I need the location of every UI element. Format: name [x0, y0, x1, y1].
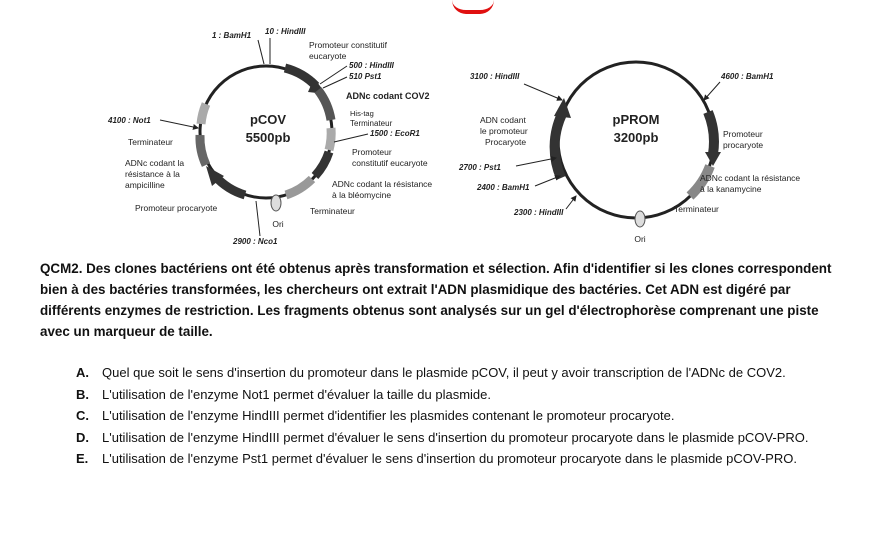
plasmid-maps [0, 0, 878, 260]
label-bleo-1: ADNc codant la résistance [332, 179, 433, 189]
label-prom-cons-2: constitutif eucaryote [352, 158, 428, 168]
label-hind3100: 3100 : HindIII [470, 72, 520, 81]
pcov-bleo-arc [286, 179, 312, 195]
label-pst2700: 2700 : Pst1 [459, 163, 501, 172]
label-adnc-2: le promoteur [480, 126, 528, 136]
pprom-ori [635, 211, 645, 227]
label-ecor1: 1500 : EcoR1 [370, 129, 420, 138]
label-pst510: 510 Pst1 [349, 72, 382, 81]
label-term-right: Terminateur [350, 119, 393, 128]
pcov-cons-promoter-arc [315, 152, 329, 176]
label-kan-1: ADNc codant la résistance [700, 173, 801, 183]
label-prom-1: Promoteur [723, 129, 763, 139]
option-text: Quel que soit le sens d'insertion du promoteur dans le plasmide pCOV, il peut y avoir transcription de l'ADNc de COV2. [102, 365, 786, 380]
option-a[interactable] [76, 364, 846, 382]
pcov-size: 5500pb [245, 130, 291, 145]
question-text: QCM2. Des clones bactériens ont été obtenus après transformation et sélection. Afin d'identifier si les clones correspondent bien à des bactéries transformées, les chercheurs ont extrait l'ADN plasmidique des bactéries. Cet ADN est digéré par différents enzymes de restriction. Les fragments obtenus sont analysés sur un gel d'électrophorèse comprenant une piste avec un marqueur de taille. [40, 261, 832, 339]
label-prom-proc: Promoteur procaryote [135, 203, 218, 213]
pprom-size: 3200pb [613, 130, 659, 145]
label-his-tag: His-tag [350, 109, 374, 118]
label-amp-3: ampicilline [125, 180, 165, 190]
option-text: L'utilisation de l'enzyme HindIII permet d'évaluer le sens d'insertion du promoteur procaryote dans le plasmide pCOV-PRO. [102, 429, 809, 445]
label-hind2300: 2300 : HindIII [514, 208, 564, 217]
label-prom-2: procaryote [723, 140, 764, 150]
pcov-ori [271, 195, 281, 211]
option-b[interactable] [76, 386, 846, 404]
option-letter: D. [76, 429, 89, 445]
label-adnc-1: ADN codant [480, 115, 526, 125]
option-letter: A. [76, 365, 89, 380]
pprom-promoter-proc-arc [708, 112, 714, 154]
option-text: L'utilisation de l'enzyme Not1 permet d'évaluer la taille du plasmide. [102, 386, 491, 402]
label-kan-2: à la kanamycine [700, 184, 762, 194]
pprom-name: pPROM [612, 112, 660, 127]
option-e[interactable] [76, 450, 846, 468]
option-letter: C. [76, 408, 89, 423]
label-not1: 4100 : Not1 [108, 116, 151, 125]
label-bamh1: 1 : BamH1 [212, 31, 252, 40]
option-letter: E. [76, 451, 89, 466]
pcov-map [107, 27, 432, 246]
label-nco1: 2900 : Nco1 [233, 237, 278, 246]
option-c[interactable] [76, 407, 846, 425]
pcov-euk-promoter-arc [285, 68, 316, 86]
option-letter: B. [76, 386, 89, 402]
label-bleo-2: à la bléomycine [332, 190, 392, 200]
label-prom-cons-1: Promoteur [352, 147, 392, 157]
pprom-map [458, 62, 800, 244]
label-adnc-cov2: ADNc codant COV2 [346, 91, 430, 101]
option-text: L'utilisation de l'enzyme Pst1 permet d'évaluer le sens d'insertion du promoteur procaryote dans le plasmide pCOV-PRO. [102, 451, 797, 466]
label-amp-1: ADNc codant la [125, 158, 185, 168]
label-hind10: 10 : HindIII [265, 27, 306, 36]
option-d[interactable] [76, 429, 846, 447]
option-text: L'utilisation de l'enzyme HindIII permet d'identifier les plasmides contenant le promoteur procaryote. [102, 408, 675, 423]
answer-options [76, 364, 846, 472]
label-adnc-3: Procaryote [485, 137, 527, 147]
label-pprom-term: Terminateur [674, 204, 719, 214]
label-amp-2: résistance à la [125, 169, 180, 179]
label-prom-euk-1: Promoteur constitutif [309, 40, 387, 50]
pcov-name: pCOV [249, 112, 287, 127]
label-bam4600: 4600 : BamH1 [721, 72, 774, 81]
label-pprom-ori: Ori [634, 234, 646, 244]
pcov-amp-arc [200, 135, 206, 165]
label-bam2400: 2400 : BamH1 [477, 183, 530, 192]
pcov-term-arc [329, 128, 331, 150]
label-ori: Ori [272, 219, 284, 229]
label-term-bottom: Terminateur [310, 206, 355, 216]
pprom-promoter-insert-arc [555, 114, 562, 178]
label-term-left: Terminateur [128, 137, 173, 147]
label-hind500: 500 : HindIII [349, 61, 394, 70]
label-prom-euk-2: eucaryote [309, 51, 347, 61]
pcov-cov2-arc [318, 90, 331, 120]
pcov-term-left-arc [201, 104, 206, 124]
